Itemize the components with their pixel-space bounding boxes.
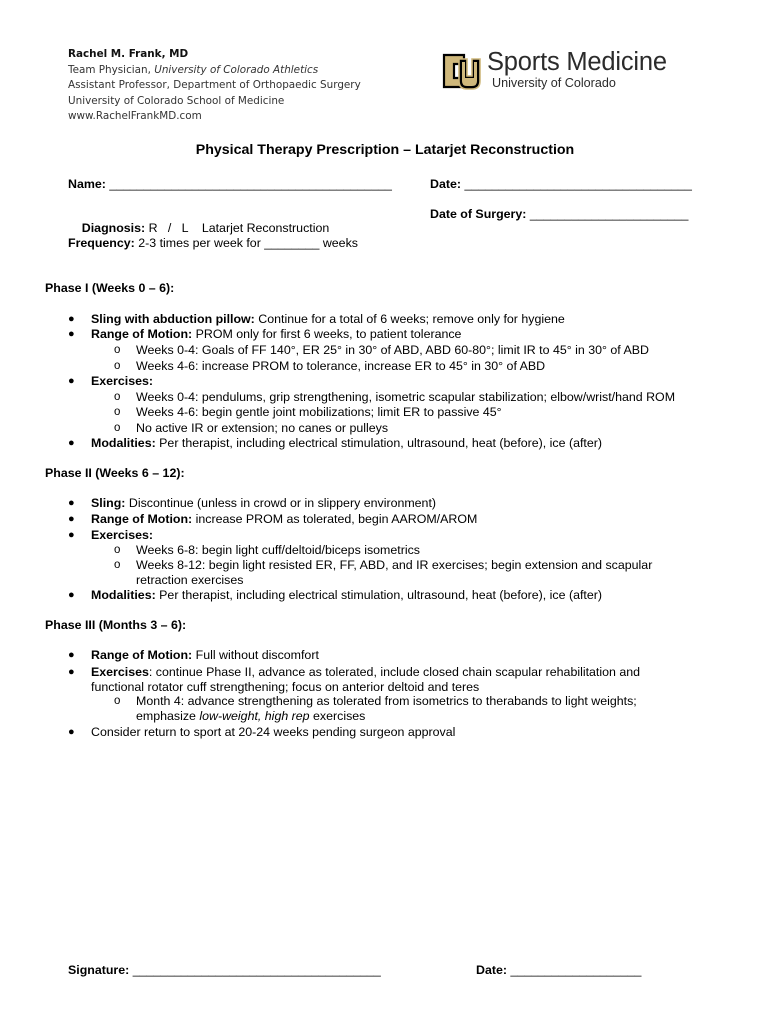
bullet-icon: ● [68, 313, 75, 325]
bullet-icon: ● [68, 529, 75, 541]
bullet-icon: ● [68, 726, 75, 738]
phase3-ex-sub1b-suffix: exercises [309, 709, 366, 723]
cu-sports-medicine-logo [440, 47, 700, 95]
author-website[interactable]: www.RachelFrankMD.com [68, 110, 202, 123]
name-blank[interactable]: _________________________________________ [109, 177, 392, 191]
phase3-exercises [91, 665, 640, 681]
phase1-ex-sub3: No active IR or extension; no canes or pulleys [136, 421, 389, 435]
phase2-ex-sub2b: retraction exercises [136, 573, 244, 587]
bullet-icon: ● [68, 513, 75, 525]
phase3-ex-text-a: : continue Phase II, advance as tolerated, include closed chain scapular rehabilitation and [148, 665, 641, 679]
phase3-return-to-sport: Consider return to sport at 20-24 weeks pending surgeon approval [91, 725, 456, 739]
sub-bullet-icon: o [114, 344, 121, 356]
bullet-icon: ● [68, 497, 75, 509]
phase1-rom-text: PROM only for first 6 weeks, to patient tolerance [195, 327, 462, 341]
diagnosis-value[interactable]: R / L Latarjet Reconstruction [148, 221, 330, 235]
phase2-sling-label: Sling: [91, 496, 126, 510]
bullet-icon: ● [68, 437, 75, 449]
phase1-mod-label: Modalities: [91, 436, 156, 450]
sub-bullet-icon: o [114, 422, 121, 434]
phase2-rom-text: increase PROM as tolerated, begin AAROM/AROM [195, 512, 478, 526]
sub-bullet-icon: o [114, 544, 121, 556]
phase3-rom-label: Range of Motion: [91, 648, 193, 662]
diagnosis-label: Diagnosis: [81, 221, 146, 235]
phase3-ex-sub1b-prefix: emphasize [136, 709, 200, 723]
author-school: University of Colorado School of Medicine [68, 94, 285, 107]
frequency-field [68, 236, 358, 250]
document-title: Physical Therapy Prescription – Latarjet Reconstruction [195, 142, 575, 158]
phase2-sling [91, 496, 436, 512]
bullet-icon: ● [68, 649, 75, 661]
phase1-ex-sub1: Weeks 0-4: pendulums, grip strengthening, isometric scapular stabilization; elbow/wrist/hand ROM [136, 390, 676, 404]
phase3-ex-sub1a: Month 4: advance strengthening as tolerated from isometrics to therabands to light weights; [136, 694, 637, 708]
logo-subtitle: University of Colorado [492, 76, 616, 90]
phase1-rom-label: Range of Motion: [91, 327, 193, 341]
phase1-rom-sub2: Weeks 4-6: increase PROM to tolerance, increase ER to 45° in 30° of ABD [136, 359, 546, 373]
sub-bullet-icon: o [114, 406, 121, 418]
frequency-label: Frequency: [68, 236, 135, 250]
phase1-ex-sub2: Weeks 4-6: begin gentle joint mobilizations; limit ER to passive 45° [136, 405, 502, 419]
phase1-sling [91, 312, 565, 328]
phase2-heading: Phase II (Weeks 6 – 12): [45, 466, 185, 480]
phase1-rom-sub1: Weeks 0-4: Goals of FF 140°, ER 25° in 30° of ABD, ABD 60-80°; limit IR to 45° in 30° of ABD [136, 343, 649, 357]
phase2-mod-label: Modalities: [91, 588, 156, 602]
surgery-date-field[interactable] [430, 207, 688, 221]
footer-date-field[interactable] [476, 963, 641, 977]
sub-bullet-icon: o [114, 360, 121, 372]
date-label: Date: [430, 177, 461, 191]
phase1-rom [91, 327, 461, 343]
phase1-modalities [91, 436, 602, 452]
team-physician-org: University of Colorado Athletics [154, 63, 319, 76]
phase3-heading: Phase III (Months 3 – 6): [45, 618, 187, 632]
phase1-sling-text: Continue for a total of 6 weeks; remove only for hygiene [258, 312, 565, 326]
phase1-sling-label: Sling with abduction pillow: [91, 312, 255, 326]
signature-label: Signature: [68, 963, 130, 977]
phase2-ex-label: Exercises: [91, 528, 154, 542]
phase3-ex-sub1b [136, 709, 365, 725]
sub-bullet-icon: o [114, 391, 121, 403]
footer-date-blank[interactable]: ___________________ [510, 963, 642, 977]
team-physician-prefix: Team Physician, [68, 63, 155, 76]
team-physician [68, 63, 361, 79]
date-blank[interactable]: _________________________________ [464, 177, 692, 191]
bullet-icon: ● [68, 328, 75, 340]
phase1-ex-label: Exercises: [91, 374, 154, 388]
frequency-value[interactable]: 2-3 times per week for ________ weeks [138, 236, 358, 250]
author-block [68, 47, 361, 125]
phase2-modalities [91, 588, 602, 604]
surgery-date-blank[interactable]: _______________________ [529, 207, 689, 221]
logo-title: Sports Medicine [487, 48, 667, 76]
name-label: Name: [68, 177, 106, 191]
bullet-icon: ● [68, 666, 75, 678]
phase3-rom [91, 648, 319, 664]
phase3-rom-text: Full without discomfort [195, 648, 319, 662]
phase2-exercises [91, 528, 153, 544]
phase1-heading: Phase I (Weeks 0 – 6): [45, 281, 175, 295]
sub-bullet-icon: o [114, 559, 121, 571]
phase2-rom-label: Range of Motion: [91, 512, 193, 526]
sub-bullet-icon: o [114, 695, 121, 707]
cu-logo-icon [440, 49, 484, 93]
phase2-mod-text: Per therapist, including electrical stimulation, ultrasound, heat (before), ice (after) [159, 588, 603, 602]
phase1-exercises [91, 374, 153, 390]
phase2-ex-sub1: Weeks 6-8: begin light cuff/deltoid/biceps isometrics [136, 543, 420, 557]
date-field[interactable] [430, 177, 692, 191]
name-field[interactable] [68, 177, 392, 191]
phase2-sling-text: Discontinue (unless in crowd or in slippery environment) [128, 496, 437, 510]
bullet-icon: ● [68, 589, 75, 601]
phase2-rom [91, 512, 477, 528]
signature-blank[interactable]: ____________________________________ [132, 963, 381, 977]
phase3-ex-label: Exercises [91, 665, 149, 679]
footer-date-label: Date: [476, 963, 507, 977]
surgery-date-label: Date of Surgery: [430, 207, 527, 221]
author-position: Assistant Professor, Department of Orthopaedic Surgery [68, 79, 361, 92]
phase2-ex-sub2a: Weeks 8-12: begin light resisted ER, FF, ABD, and IR exercises; begin extension and scapular [136, 558, 653, 572]
phase3-ex-sub1b-italic: low-weight, high rep [199, 709, 310, 723]
signature-field[interactable] [68, 963, 381, 977]
phase1-mod-text: Per therapist, including electrical stimulation, ultrasound, heat (before), ice (after) [159, 436, 603, 450]
bullet-icon: ● [68, 375, 75, 387]
phase3-ex-text-b: functional rotator cuff strengthening; focus on anterior deltoid and teres [91, 680, 480, 694]
author-name: Rachel M. Frank, MD [68, 48, 189, 60]
